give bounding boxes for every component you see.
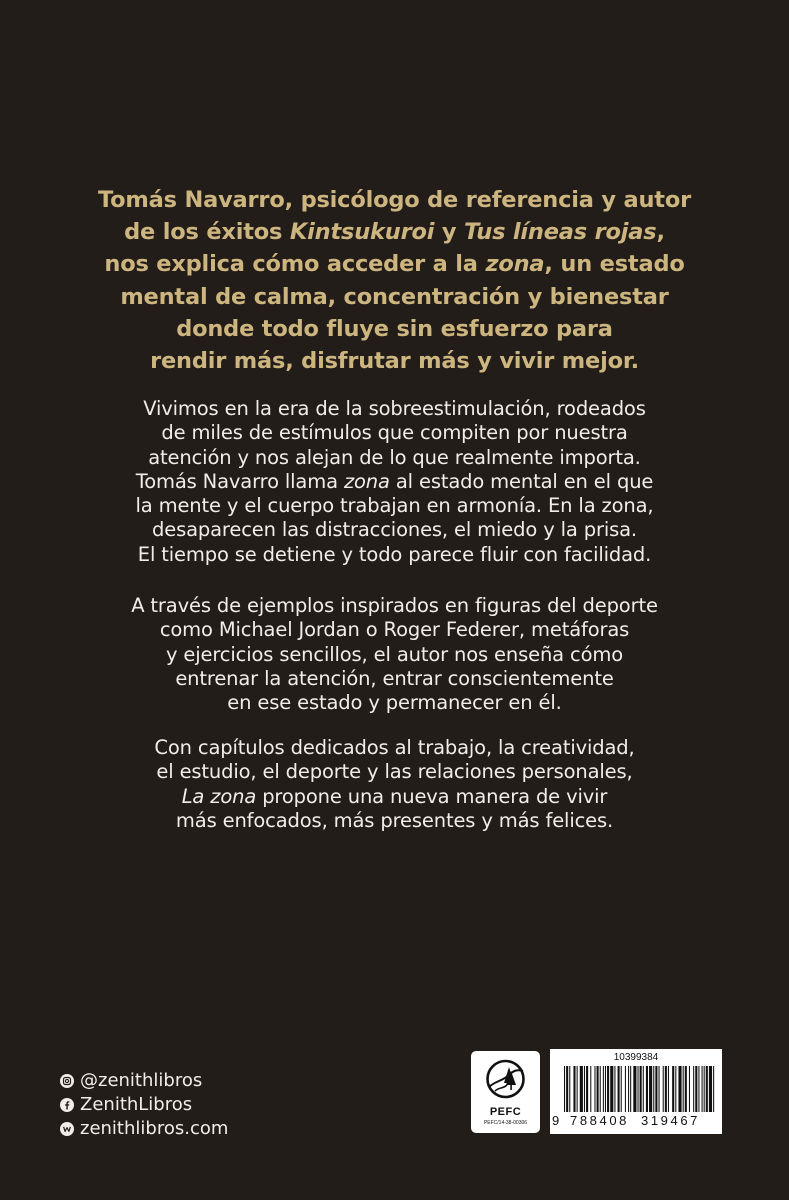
intro-line: de los éxitos Kintsukuroi y Tus líneas rojas, [124,219,665,246]
synopsis-paragraph-3 [60,736,729,833]
book-title: Kintsukuroi [289,219,435,246]
barcode-bar [603,1066,604,1112]
barcode-bar [659,1066,660,1112]
barcode-bar [704,1066,705,1112]
barcode-bar [621,1066,622,1112]
barcode-bar [577,1066,578,1112]
barcode-bar [655,1066,657,1112]
barcode-bar [600,1066,601,1112]
text-line: la mente y el cuerpo trabajan en armonía. En la zona, [135,494,654,518]
text-line: y ejercicios sencillos, el autor nos enseña cómo [165,642,624,666]
barcode-bar [584,1066,585,1112]
intro-line: rendir más, disfrutar más y vivir mejor. [150,348,639,375]
text-line: Vivimos en la era de la sobreestimulación, rodeados [143,397,646,420]
intro-line: donde todo fluye sin esfuerzo para [176,315,613,342]
barcode-bar [678,1066,681,1112]
barcode-bar [640,1066,642,1112]
barcode-bar [628,1066,629,1112]
barcode-bar [643,1066,644,1112]
text-line: atención y nos alejan de lo que realmente importa. [148,445,641,469]
barcode-bar [586,1066,588,1112]
synopsis-paragraph-1 [60,397,729,567]
barcode-bar [685,1066,687,1112]
barcode-bar [564,1066,565,1112]
barcode-bar [633,1066,636,1112]
barcode-bar [649,1066,652,1112]
barcode-top-number: 10399384 [613,1052,659,1063]
barcode-bar [689,1066,690,1112]
book-title: La zona [181,784,257,808]
barcode-bar [638,1066,639,1112]
barcode-bar [630,1066,631,1112]
instagram-handle: @zenithlibros [80,1070,203,1091]
intro-line: nos explica cómo acceder a la zona, un estado [104,251,685,278]
barcode-bar [668,1066,669,1112]
barcode-bar [614,1066,615,1112]
text-line: de miles de estímulos que compiten por nuestra [161,421,628,445]
instagram-link[interactable] [60,1069,228,1093]
text-line: entrenar la atención, entrar conscientemente [175,666,614,690]
barcode-bar [693,1066,694,1112]
barcode-bar [597,1066,599,1112]
website-link[interactable] [60,1117,228,1141]
barcode-bar [675,1066,676,1112]
intro-line: Tomás Navarro, psicólogo de referencia y autor [98,187,691,213]
barcode-bar [573,1066,575,1112]
barcode-bar [580,1066,583,1112]
barcode-bar [594,1066,595,1112]
headline-intro [60,184,729,377]
facebook-handle: ZenithLibros [80,1094,193,1115]
text-line: La zona propone una nueva manera de vivir [181,784,608,808]
pefc-label: PEFC [489,1106,522,1118]
text-line: desaparecen las distracciones, el miedo y la prisa. [152,518,637,542]
barcode-bar [663,1066,664,1112]
text-line: A través de ejemplos inspirados en figuras del deporte [131,594,658,617]
book-title: Tus líneas rojas [464,219,657,246]
barcode-bar [610,1066,613,1112]
intro-line: mental de calma, concentración y bienestar [120,283,669,310]
barcode-bar [713,1066,714,1112]
text-line: el estudio, el deporte y las relaciones personales, [156,760,633,784]
text-line: Tomás Navarro llama zona al estado mental en el que [135,469,654,493]
barcode-bar [706,1066,708,1112]
barcode-bar [702,1066,703,1112]
text-line: El tiempo se detiene y todo parece fluir con facilidad. [137,542,652,566]
synopsis-paragraph-2 [60,594,729,715]
barcode-bar [625,1066,626,1112]
barcode-bar [653,1066,654,1112]
website-url: zenithlibros.com [80,1118,229,1139]
barcode-bar [605,1066,606,1112]
barcode-bar [698,1066,699,1112]
barcode-bar [607,1066,609,1112]
isbn-barcode: 10399384 9 788408 319467 [550,1049,722,1134]
barcode-bar [566,1066,568,1112]
barcode-bars [550,1049,722,1113]
pefc-certification-logo [471,1051,540,1133]
barcode-bar [646,1066,648,1112]
text-line: más enfocados, más presentes y más felices. [175,808,614,832]
instagram-icon [60,1074,74,1088]
barcode-bar [590,1066,591,1112]
barcode-bar [672,1066,674,1112]
web-icon [60,1122,74,1136]
facebook-icon [60,1098,74,1112]
barcode-bar [569,1066,570,1112]
text-line: en ese estado y permanecer en él. [227,691,562,715]
pefc-tree-icon [471,1051,540,1107]
barcode-bar [683,1066,684,1112]
pefc-code: PEFC/14-38-00306 [483,1120,528,1126]
barcode-bar [618,1066,620,1112]
text-line: Con capítulos dedicados al trabajo, la creatividad, [154,736,635,759]
social-links [60,1069,228,1141]
text-line: como Michael Jordan o Roger Federer, metáforas [159,618,630,642]
barcode-bar [709,1066,712,1112]
barcode-bar [665,1066,667,1112]
facebook-link[interactable] [60,1093,228,1117]
barcode-bar [695,1066,697,1112]
